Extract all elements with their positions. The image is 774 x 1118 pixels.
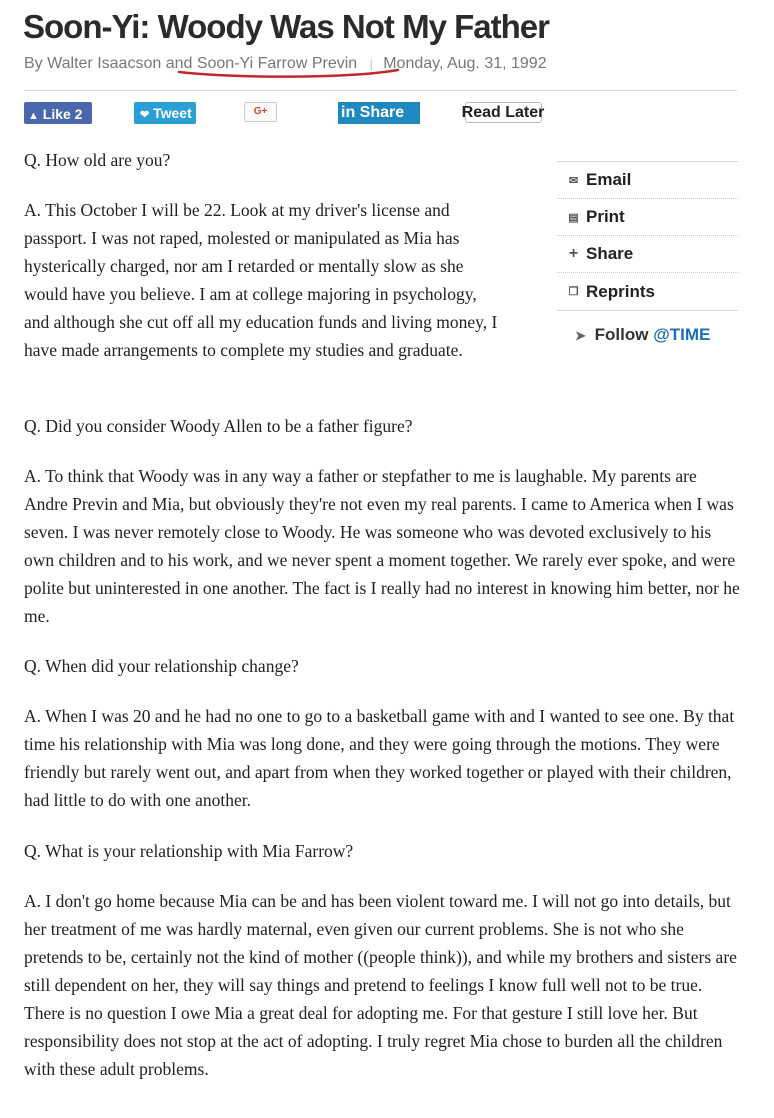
print-link[interactable] (557, 199, 738, 236)
reprints-icon: ❐ (568, 286, 579, 298)
headline: Soon-Yi: Woody Was Not My Father (23, 8, 549, 45)
read-later-label[interactable]: Read Later (461, 104, 545, 121)
twitter-bird-icon: ❤ (140, 109, 150, 121)
byline-author[interactable]: By Walter Isaacson (24, 55, 162, 72)
header-divider (24, 90, 737, 91)
article-tools-sidebar (557, 161, 738, 311)
tweet-button[interactable] (134, 102, 196, 124)
reprints-link[interactable] (557, 273, 738, 311)
tweet-label: Tweet (153, 105, 192, 121)
gplus-label: G+ (253, 106, 268, 117)
follow-handle: @TIME (653, 325, 711, 344)
thumbs-up-icon: ▲ (28, 110, 39, 122)
linkedin-share-button[interactable] (338, 102, 420, 124)
answer-3: A. When I was 20 and he had no one to go to a basketball game with and I wanted to see one. By that time his relationship with Mia was long done, and they were going through the motions. They were friendly but rarely went out, and apart from when they worked together or played with their children, had little to do with one another. (24, 706, 735, 810)
envelope-icon: ✉ (568, 174, 579, 187)
follow-time-link[interactable] (575, 325, 710, 345)
email-link[interactable] (557, 162, 738, 199)
print-label: Print (586, 207, 625, 226)
reprints-label: Reprints (586, 281, 655, 301)
linkedin-icon: in (341, 104, 356, 121)
publish-date: Monday, Aug. 31, 1992 (383, 55, 547, 72)
like-label: Like 2 (42, 106, 83, 122)
share-label: Share (586, 244, 634, 263)
google-plus-button[interactable] (244, 102, 277, 122)
byline-separator: | (369, 57, 373, 71)
linkedin-label: Share (359, 104, 405, 121)
red-underline-annotation (176, 66, 402, 80)
byline-coauthor[interactable]: and Soon-Yi Farrow Previn (165, 55, 358, 72)
answer-4: A. I don't go home because Mia can be and has been violent toward me. I will not go into details, but her treatment of me was hardly maternal, even given our current problems. She is not who she pretends to be, certainly not the kind of mother ((people think)), and while my brothers and sisters are still dependent on her, they will say things and pretend to feelings I know full well not to be true. There is no question I owe Mia a great deal for adopting me. For that gesture I still love her. But responsibility does not stop at the act of adopting. I truly regret Mia chose to burden all the children with these adult problems. (24, 891, 737, 1079)
answer-1: A. This October I will be 22. Look at my driver's license and passport. I was not raped, molested or manipulated as Mia has hysterically charged, nor am I retarded or mentally slow as she would have you believe. I am at college majoring in psychology, and although she cut off all my education funds and living money, I have made arrangements to complete my studies and graduate. (24, 200, 498, 360)
question-4: Q. What is your relationship with Mia Farrow? (24, 841, 354, 861)
facebook-like-button[interactable] (24, 102, 92, 124)
question-1: Q. How old are you? (24, 150, 171, 170)
plus-icon: + (568, 245, 579, 262)
follow-label: Follow (594, 325, 649, 344)
share-link[interactable] (557, 236, 738, 273)
answer-2: A. To think that Woody was in any way a father or stepfather to me is laughable. My parents are Andre Previn and Mia, but obviously they're not even my real parents. I came to America when I was seven. I was never remotely close to Woody. He was someone who was devoted exclusively to his own children and to his work, and we never spent a moment together. We rarely ever spoke, and were polite but uninterested in one another. The fact is I really had no interest in knowing him better, nor he me. (24, 466, 740, 626)
email-label: Email (586, 170, 632, 189)
question-2: Q. Did you consider Woody Allen to be a father figure? (24, 416, 413, 436)
printer-icon: ▤ (568, 211, 579, 224)
twitter-bird-icon: ➤ (575, 328, 586, 343)
question-3: Q. When did your relationship change? (24, 656, 299, 676)
